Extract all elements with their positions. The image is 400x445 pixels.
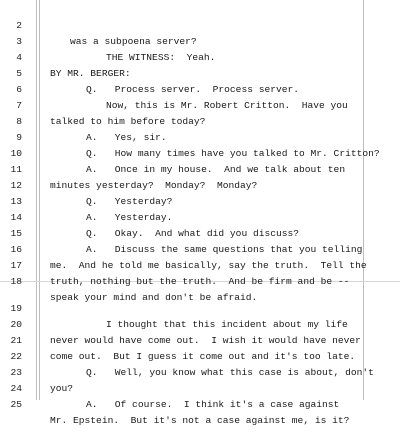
line-number: 14 xyxy=(10,212,22,223)
line-text: A. Once in my house. And we talk about ten xyxy=(86,164,346,175)
line-number: 20 xyxy=(10,319,22,330)
line-text: Mr. Epstein. But it's not a case against me, is it? xyxy=(50,415,350,426)
line-text: Q. Yesterday? xyxy=(86,196,173,207)
line-number: 9 xyxy=(16,132,22,143)
line-number: 11 xyxy=(10,164,22,175)
line-text: come out. But I guess it come out and it's too late. xyxy=(50,351,356,362)
line-number: 12 xyxy=(10,180,22,191)
line-number: 4 xyxy=(16,52,22,63)
line-number: 10 xyxy=(10,148,22,159)
line-text: A. Of course. I think it's a case against xyxy=(86,399,340,410)
line-text: Q. Process server. Process server. xyxy=(86,84,300,95)
line-number: 16 xyxy=(10,244,22,255)
line-text: THE WITNESS: Yeah. xyxy=(106,52,216,63)
line-number: 3 xyxy=(16,36,22,47)
line-number: 18 xyxy=(10,276,22,287)
line-text: A. Yesterday. xyxy=(86,212,173,223)
line-text: speak your mind and don't be afraid. xyxy=(50,292,258,303)
line-number: 17 xyxy=(10,260,22,271)
line-text: talked to him before today? xyxy=(50,116,206,127)
line-number: 22 xyxy=(10,351,22,362)
line-text: A. Discuss the same questions that you telling xyxy=(86,244,363,255)
line-number: 6 xyxy=(16,84,22,95)
line-number: 8 xyxy=(16,116,22,127)
line-text: Q. How many times have you talked to Mr. Critton? xyxy=(86,148,380,159)
line-text: you? xyxy=(50,383,74,394)
line-number: 24 xyxy=(10,383,22,394)
line-text: truth, nothing but the truth. And be firm and be -- xyxy=(50,276,350,287)
line-number: 25 xyxy=(10,399,22,410)
line-number: 15 xyxy=(10,228,22,239)
line-number: 7 xyxy=(16,100,22,111)
line-text: Q. Well, you know what this case is about, don't xyxy=(86,367,374,378)
line-text: I thought that this incident about my life xyxy=(106,319,348,330)
line-text: never would have come out. I wish it would have never xyxy=(50,335,361,346)
line-text: Now, this is Mr. Robert Critton. Have you xyxy=(106,100,348,111)
line-number: 21 xyxy=(10,335,22,346)
line-number: 19 xyxy=(10,303,22,314)
line-text: was a subpoena server? xyxy=(70,36,197,47)
line-text: A. Yes, sir. xyxy=(86,132,167,143)
line-number: 2 xyxy=(16,20,22,31)
line-text: minutes yesterday? Monday? Monday? xyxy=(50,180,258,191)
line-text: BY MR. BERGER: xyxy=(50,68,131,79)
transcript-line xyxy=(0,2,400,47)
line-text: Q. Okay. And what did you discuss? xyxy=(86,228,300,239)
line-number: 13 xyxy=(10,196,22,207)
line-text: me. And he told me basically, say the truth. Tell the xyxy=(50,260,367,271)
line-number: 5 xyxy=(16,68,22,79)
line-number: 23 xyxy=(10,367,22,378)
